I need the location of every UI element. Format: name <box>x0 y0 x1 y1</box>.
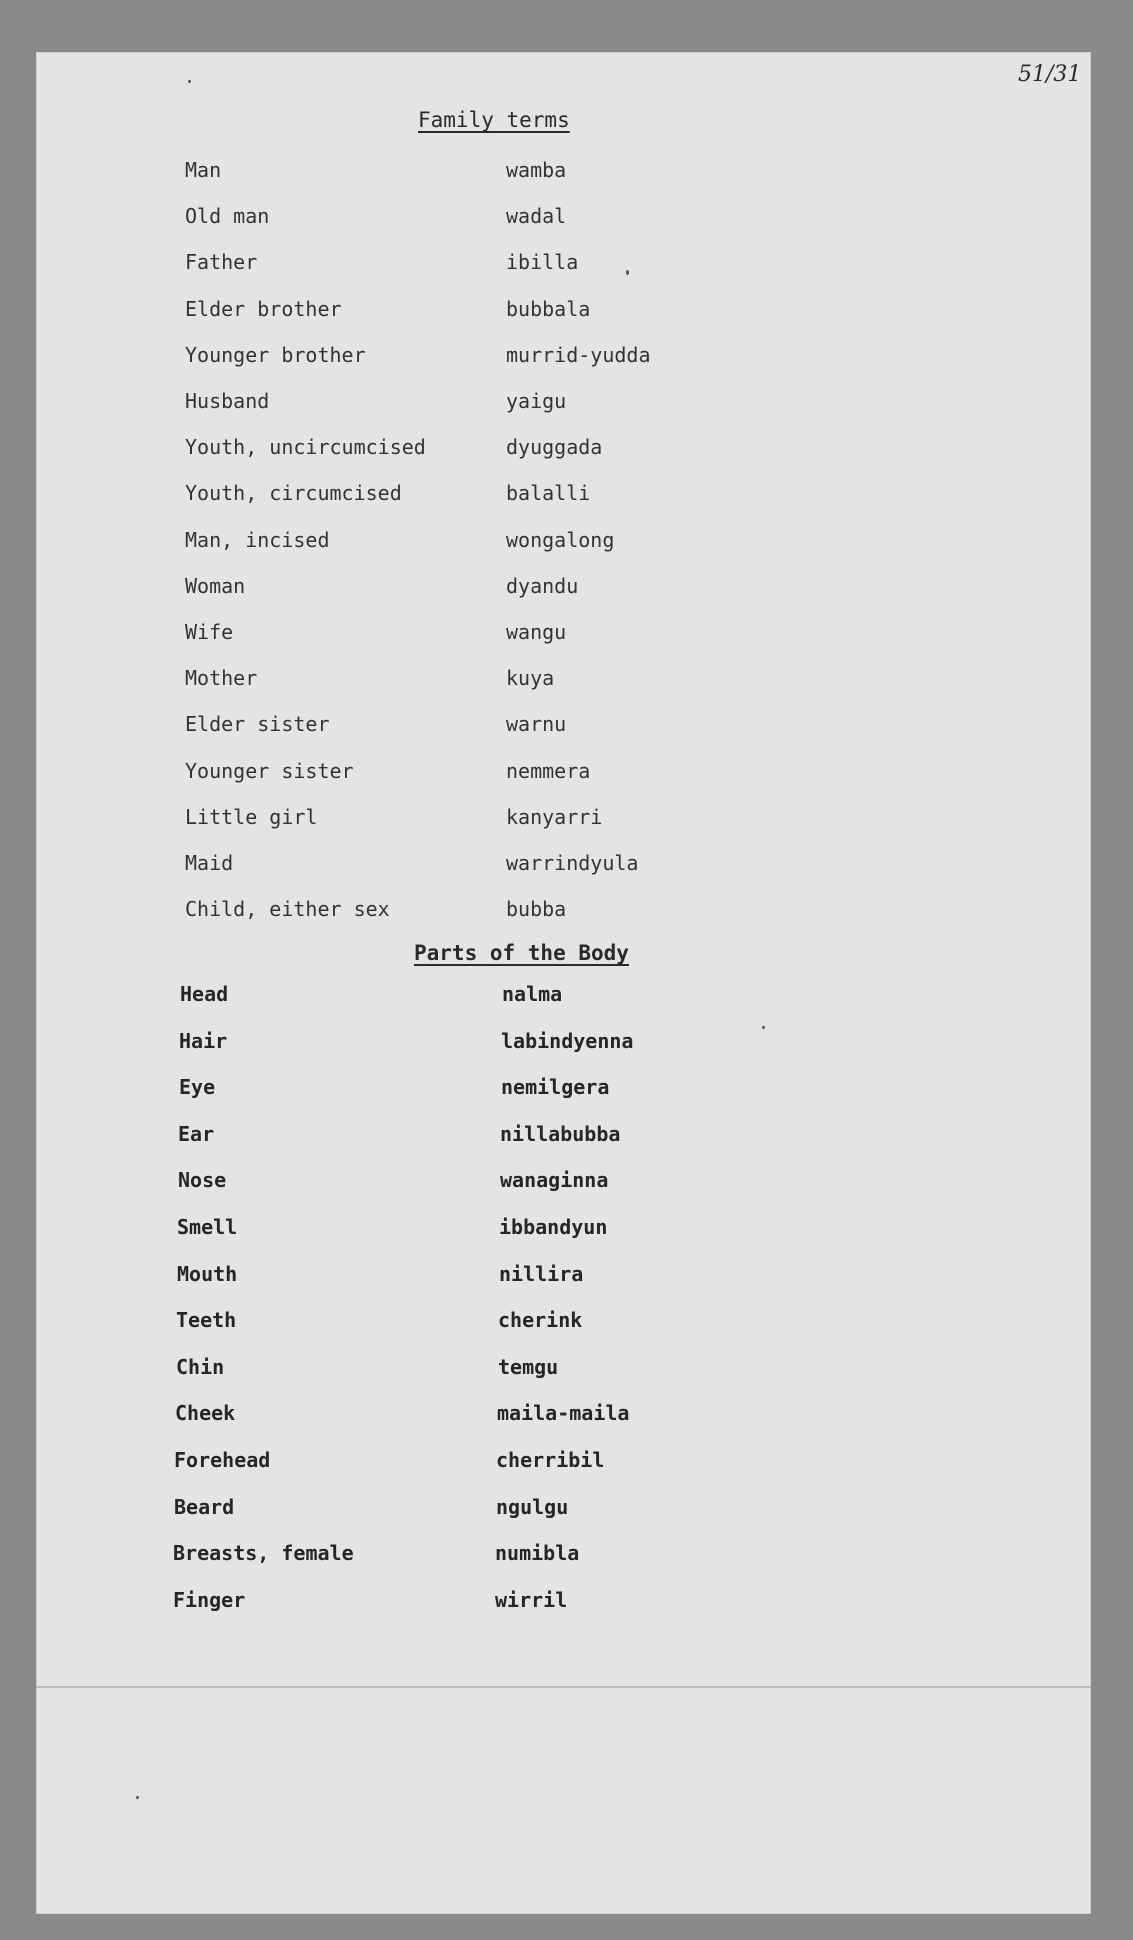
paper-speck <box>762 1026 765 1029</box>
family-english-term: Mother <box>185 666 258 690</box>
family-native-term: ibilla <box>506 250 579 274</box>
body-row <box>173 1541 733 1571</box>
body-english-term: Mouth <box>177 1262 238 1286</box>
body-english-term: Head <box>180 982 229 1006</box>
family-native-term: bubba <box>506 897 567 921</box>
family-native-term: dyuggada <box>506 435 603 459</box>
body-english-term: Cheek <box>175 1401 236 1425</box>
family-english-term: Father <box>185 250 258 274</box>
body-row <box>176 1308 736 1338</box>
page-fold-line <box>36 1686 1091 1688</box>
paper-speck <box>136 1796 139 1799</box>
body-english-term: Hair <box>179 1029 228 1053</box>
family-native-term: wadal <box>506 204 567 228</box>
family-native-term: murrid-yudda <box>506 343 651 367</box>
family-native-term: wongalong <box>506 528 615 552</box>
family-native-term: wamba <box>506 158 567 182</box>
family-english-term: Husband <box>185 389 270 413</box>
body-native-term: wanaginna <box>500 1168 609 1192</box>
body-row <box>180 982 740 1012</box>
family-native-term: nemmera <box>506 759 591 783</box>
body-english-term: Forehead <box>174 1448 271 1472</box>
body-english-term: Chin <box>176 1355 225 1379</box>
family-english-term: Younger sister <box>185 759 354 783</box>
family-english-term: Man <box>185 158 222 182</box>
body-native-term: ngulgu <box>496 1495 569 1519</box>
body-english-term: Eye <box>179 1075 216 1099</box>
body-english-term: Finger <box>173 1588 246 1612</box>
body-native-term: numibla <box>495 1541 580 1565</box>
family-english-term: Child, either sex <box>185 897 390 921</box>
family-english-term: Maid <box>185 851 234 875</box>
body-row <box>177 1215 737 1245</box>
family-row <box>185 528 745 558</box>
body-row <box>173 1588 733 1618</box>
page-number: 51/31 <box>1018 62 1082 87</box>
family-row <box>185 435 745 465</box>
paper-speck <box>188 80 191 83</box>
body-row <box>178 1122 738 1152</box>
family-row <box>185 805 745 835</box>
body-native-term: temgu <box>498 1355 559 1379</box>
body-english-term: Ear <box>178 1122 215 1146</box>
body-row <box>179 1029 739 1059</box>
family-row <box>185 666 745 696</box>
family-row <box>185 712 745 742</box>
body-native-term: nemilgera <box>501 1075 610 1099</box>
family-english-term: Man, incised <box>185 528 330 552</box>
family-row <box>185 897 745 927</box>
family-row <box>185 158 745 188</box>
family-row <box>185 250 745 280</box>
body-row <box>174 1495 734 1525</box>
body-english-term: Teeth <box>176 1308 237 1332</box>
paper-speck <box>626 270 629 275</box>
family-row <box>185 389 745 419</box>
family-english-term: Youth, uncircumcised <box>185 435 426 459</box>
family-row <box>185 481 745 511</box>
family-row <box>185 574 745 604</box>
family-native-term: wangu <box>506 620 567 644</box>
family-row <box>185 620 745 650</box>
family-row <box>185 343 745 373</box>
family-native-term: yaigu <box>506 389 567 413</box>
section-heading-family-terms: Family terms <box>418 108 570 132</box>
body-english-term: Nose <box>178 1168 227 1192</box>
body-row <box>177 1262 737 1292</box>
body-row <box>175 1401 735 1431</box>
body-native-term: nalma <box>502 982 563 1006</box>
family-native-term: warnu <box>506 712 567 736</box>
body-english-term: Smell <box>177 1215 238 1239</box>
body-row <box>176 1355 736 1385</box>
family-native-term: bubbala <box>506 297 591 321</box>
body-native-term: maila-maila <box>497 1401 630 1425</box>
family-english-term: Elder brother <box>185 297 342 321</box>
family-row <box>185 297 745 327</box>
body-native-term: cherribil <box>496 1448 605 1472</box>
body-english-term: Beard <box>174 1495 235 1519</box>
body-native-term: ibbandyun <box>499 1215 608 1239</box>
family-native-term: balalli <box>506 481 591 505</box>
body-english-term: Breasts, female <box>173 1541 354 1565</box>
family-native-term: dyandu <box>506 574 579 598</box>
body-native-term: nillira <box>499 1262 584 1286</box>
family-native-term: kuya <box>506 666 555 690</box>
family-english-term: Younger brother <box>185 343 366 367</box>
body-row <box>179 1075 739 1105</box>
body-native-term: nillabubba <box>500 1122 621 1146</box>
family-english-term: Little girl <box>185 805 318 829</box>
body-native-term: labindyenna <box>501 1029 634 1053</box>
family-english-term: Old man <box>185 204 270 228</box>
section-heading-parts-of-body: Parts of the Body <box>414 941 629 965</box>
family-english-term: Woman <box>185 574 246 598</box>
family-english-term: Elder sister <box>185 712 330 736</box>
family-english-term: Youth, circumcised <box>185 481 402 505</box>
body-row <box>178 1168 738 1198</box>
body-native-term: wirril <box>495 1588 568 1612</box>
family-row <box>185 204 745 234</box>
body-row <box>174 1448 734 1478</box>
family-english-term: Wife <box>185 620 234 644</box>
family-native-term: warrindyula <box>506 851 639 875</box>
body-native-term: cherink <box>498 1308 583 1332</box>
family-native-term: kanyarri <box>506 805 603 829</box>
family-row <box>185 759 745 789</box>
family-row <box>185 851 745 881</box>
